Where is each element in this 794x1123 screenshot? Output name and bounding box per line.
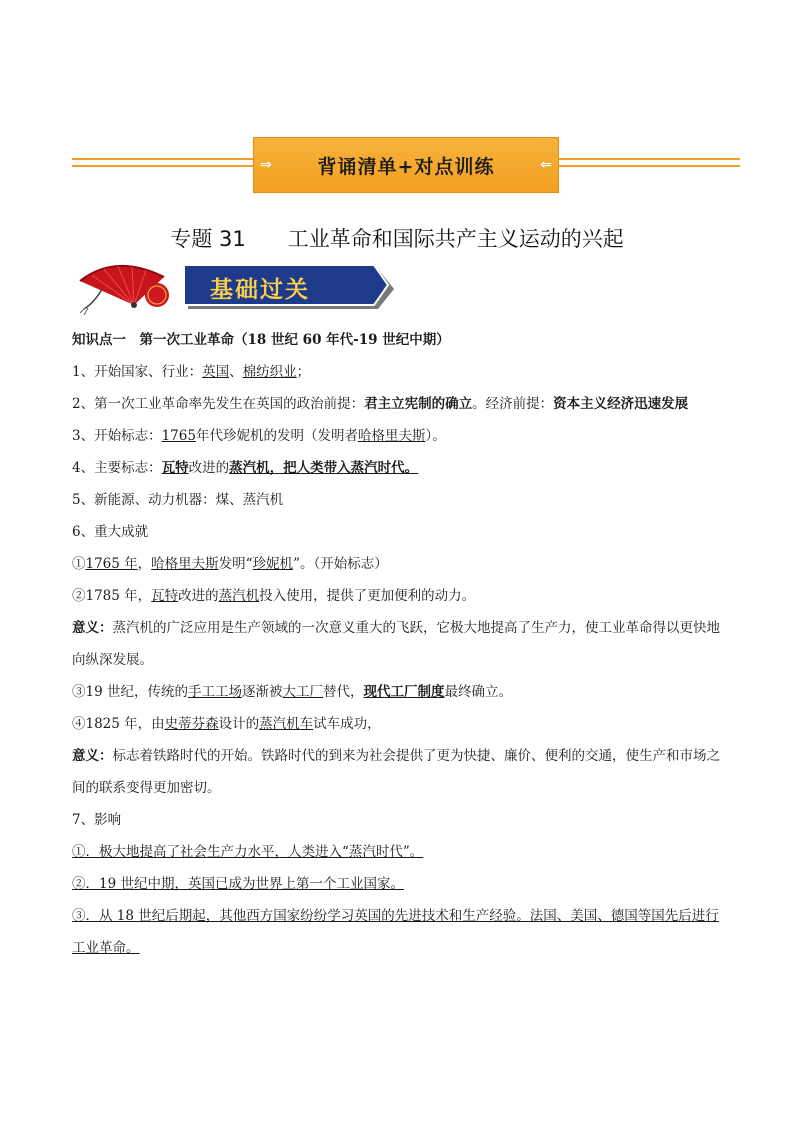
text: 、 — [229, 364, 243, 380]
folding-fan-icon — [72, 259, 176, 315]
impact-1: ①．极大地提高了社会生产力水平，人类进入“蒸汽时代”。 — [72, 844, 424, 860]
text: 逐渐被 — [241, 684, 283, 700]
item-3 — [72, 420, 726, 452]
section-label: 基础过关 — [210, 277, 310, 303]
bold-term: 蒸汽机，把人类带入蒸汽时代。 — [229, 460, 419, 476]
achievement-3 — [72, 676, 726, 708]
text: 年代珍妮机的发明（发明者 — [195, 428, 358, 444]
section-badge — [182, 265, 398, 311]
item-7: 7、影响 — [72, 812, 122, 828]
text: 最终确立。 — [444, 684, 512, 700]
label: 意义： — [72, 748, 113, 764]
underlined-term: 哈格里夫斯 — [357, 428, 426, 444]
underlined-term: 珍妮机 — [252, 556, 294, 572]
text: 试车成功， — [313, 716, 381, 732]
underlined-term: 手工工场 — [187, 684, 242, 700]
content — [72, 324, 726, 964]
bold-term: 瓦特 — [161, 460, 189, 476]
text: 3、开始标志： — [72, 428, 162, 444]
text: 改进的 — [178, 588, 219, 604]
text: ； — [296, 364, 311, 380]
text: 替代， — [322, 684, 364, 700]
text: 1、开始国家、行业： — [72, 364, 203, 380]
significance-1 — [72, 612, 726, 676]
impact-2: ②．19 世纪中期，英国已成为世界上第一个工业国家。 — [72, 876, 404, 892]
text: ）。 — [425, 428, 446, 444]
item-2 — [72, 388, 726, 420]
text: 改进的 — [188, 460, 230, 476]
bold-term: 君主立宪制的确立 — [364, 396, 473, 412]
banner-title: 背诵清单+对点训练 — [317, 155, 495, 178]
underlined-term: 蒸汽机 — [218, 588, 260, 604]
page-title: 专题 31 工业革命和国际共产主义运动的兴起 — [170, 227, 624, 251]
bold-term: 资本主义经济迅速发展 — [553, 396, 689, 412]
text: 4、主要标志： — [72, 460, 162, 476]
underlined-term: 大工厂 — [282, 684, 323, 700]
text: ① — [72, 556, 86, 572]
text: 投入使用，提供了更加便利的动力。 — [259, 588, 476, 604]
impact-3: ③．从 18 世纪后期起，其他西方国家纷纷学习英国的先进技术和生产经验。法国、美国、德国等国先后进行工业革命。 — [72, 908, 719, 956]
label: 意义： — [72, 620, 113, 636]
achievement-1 — [72, 548, 726, 580]
significance-2 — [72, 740, 726, 804]
knowledge-heading: 知识点一 第一次工业革命（18 世纪 60 年代-19 世纪中期） — [72, 332, 450, 348]
underlined-term: 蒸汽机车 — [259, 716, 314, 732]
item-4 — [72, 452, 726, 484]
underlined-term: 哈格里夫斯 — [151, 556, 219, 572]
banner — [253, 137, 559, 193]
text: ”。（开始标志） — [293, 556, 388, 572]
text: ②1785 年， — [72, 588, 152, 604]
text: 设计的 — [218, 716, 260, 732]
text: ④1825 年，由 — [72, 716, 165, 732]
underlined-term: 瓦特 — [151, 588, 179, 604]
text: ③19 世纪，传统的 — [72, 684, 188, 700]
underlined-term: 英国 — [202, 364, 230, 380]
achievement-2 — [72, 580, 726, 612]
underlined-term: 1765 年 — [85, 556, 138, 572]
underlined-term: 史蒂芬森 — [164, 716, 219, 732]
item-1 — [72, 356, 726, 388]
text: 。经济前提： — [472, 396, 554, 412]
text: 蒸汽机的广泛应用是生产领域的一次意义重大的飞跃，它极大地提高了生产力，使工业革命得以更快地向纵深发展。 — [72, 620, 720, 668]
underlined-term: 棉纺织业 — [242, 364, 297, 380]
text: 发明“ — [218, 556, 253, 572]
double-arrow-right-icon: ⇒ — [260, 157, 272, 173]
double-arrow-left-icon: ⇐ — [540, 157, 552, 173]
text: 标志着铁路时代的开始。铁路时代的到来为社会提供了更为快捷、廉价、便利的交通，使生产和市场之间的联系变得更加密切。 — [72, 748, 720, 796]
item-6: 6、重大成就 — [72, 524, 149, 540]
underlined-term: 1765 — [161, 428, 196, 444]
text: ， — [137, 556, 152, 572]
item-5: 5、新能源、动力机器：煤、蒸汽机 — [72, 492, 284, 508]
text: 2、第一次工业革命率先发生在英国的政治前提： — [72, 396, 365, 412]
bold-term: 现代工厂制度 — [363, 684, 445, 700]
achievement-4 — [72, 708, 726, 740]
